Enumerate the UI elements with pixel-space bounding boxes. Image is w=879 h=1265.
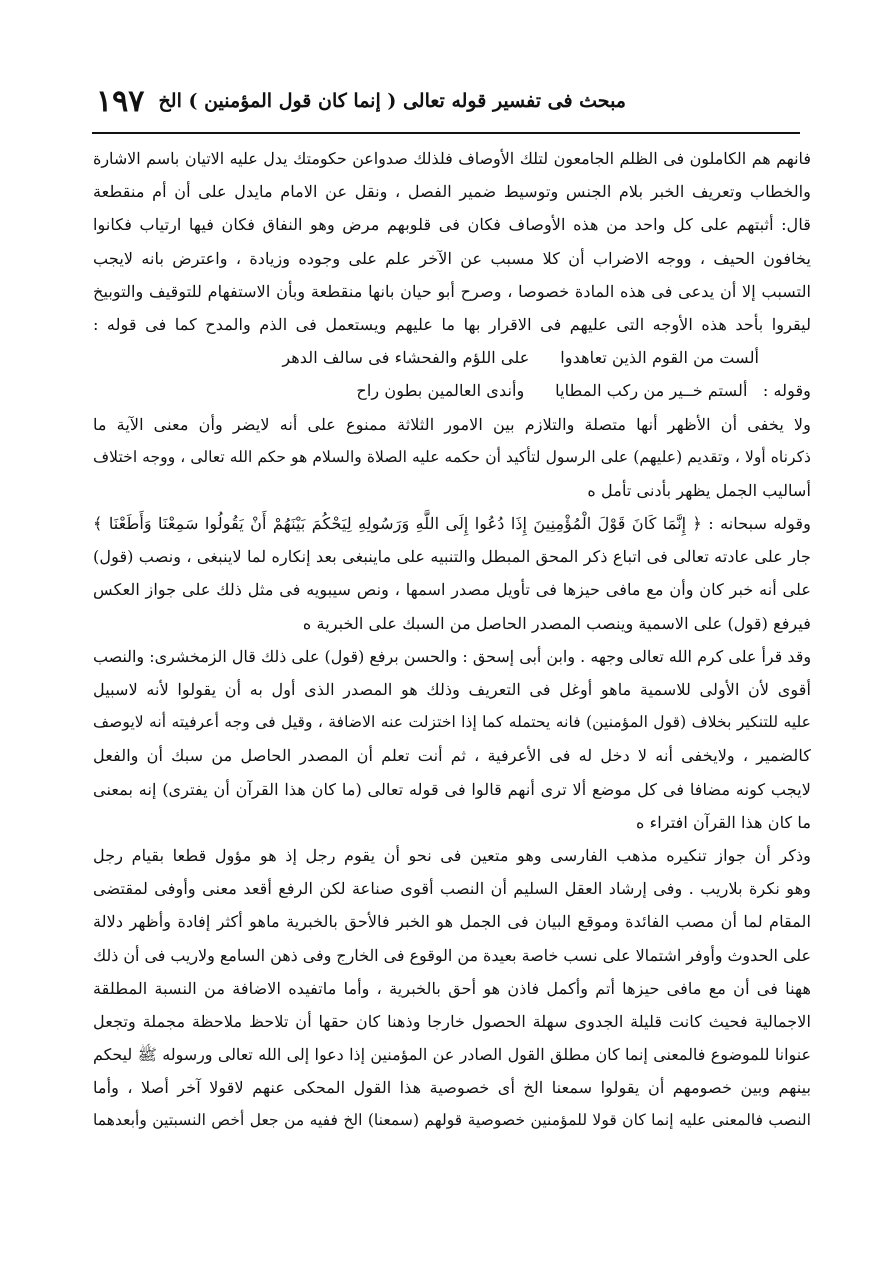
text-line: وقد قرأ على كرم الله تعالى وجهه . وابن أبى إسحق : والحسن برفع (قول) على ذلك قال الزمخشرى: والنصب [93, 646, 811, 666]
text-line: عنوانا للموضوع فالمعنى إنما كان مطلق القول الصادر عن المؤمنين إذا دعوا إلى الله تعالى ورسوله ﷺ ليحكم [93, 1045, 811, 1065]
text-line: وذكر أن جواز تنكيره مذهب الفارسى وهو متعين فى نحو أن يقوم رجل إذ هو مؤول قطعا بقيام رجل [93, 845, 811, 865]
text-line: التسبب إلا أن يدعى فى هذه المادة خصوصا ، وصرح أبو حيان بانها منقطعة وبأن الاستفهام للتوقيف والتوبيخ [93, 281, 811, 301]
page-body [93, 142, 811, 1138]
running-title: مبحث فى تفسير قوله تعالى ( إنما كان قول المؤمنين ) الخ [158, 90, 626, 112]
page-number: ١٩٧ [96, 84, 145, 119]
text-line: ليقروا بأحد هذه الأوجه التى عليهم فى الاقرار بها ما عليهم ويستعمل فى الذم والمدح كما فى قوله : [93, 314, 811, 334]
text-line: أقوى لأن الأولى للاسمية ماهو أوغل فى التعريف وذلك هو المصدر الذى أول به أن يقولوا لأنه لاسبيل [93, 680, 811, 699]
text-line: على الحدوث وأوفر اشتمالا على نسب خاصة بعيدة من الوقوع فى الخارج وفى ذهن السامع ولاريب فى أن ذلك [93, 945, 811, 965]
text-line: النصب فالمعنى عليه إنما كان قولا للمؤمنين خصوصية قولهم (سمعنا) الخ ففيه من جعل أخص النسبتين وأبعدهما [93, 1111, 811, 1130]
quran-verse-line: وقوله سبحانه : ﴿ إِنَّمَا كَانَ قَوْلَ الْمُؤْمِنِينَ إِذَا دُعُوا إِلَى اللَّهِ وَرَسُولِهِ لِيَحْكُمَ بَيْنَهُمْ أَنْ يَقُولُوا سَمِعْنَا وَأَطَعْنَا ﴾ [93, 514, 811, 534]
text-line: ههنا فى أن مع مافى حيزها أتم وأكمل فاذن هو أحق بالخبرية ، وأما ماتفيده الاضافة من النسبة المطلقة [93, 978, 811, 998]
text-line: الاجمالية فحيث كانت قليلة الجدوى سهلة الحصول خارجا وذهنا كان حقها أن تلاحظ ملاحظة مجملة وتجعل [93, 1011, 811, 1031]
text-line: كالضمير ، ولايخفى أنه لا دخل له فى الأعرفية ، ثم أنت تعلم أن المصدر الحاصل من سبك أن والفعل [93, 746, 811, 766]
text-line: لايجب كونه مضافا فى كل موضع ألا ترى أنهم قالوا فى قوله تعالى (ما كان هذا القرآن أن يفترى) إنه بمعنى [93, 779, 811, 799]
text-line: يخافون الحيف ، ووجه الاضراب أن كلا مسبب عن الآخر علم على وجوده وزيادة ، واعترض بانه لايجب [93, 248, 811, 268]
text-line: فيرفع (قول) على الاسمية وينصب المصدر الحاصل من السبك على الخبرية ه [302, 613, 811, 633]
poetry-verse: وقوله : ألستم خــير من ركب المطايا وأندى العالمين بطون راح [356, 381, 811, 401]
text-line: المقام لما أن مصب الفائدة وموقع البيان فى الجمل هو الخبر فالأحق بالخبرية ماهو أكثر إفادة وأظهر دلالة [93, 912, 811, 932]
text-line: ذكرناه أولا ، وتقديم (عليهم) على الرسول لتأكيد أن حكمه عليه الصلاة والسلام هو حكم الله تعالى ، ووجه اختلاف [93, 447, 811, 466]
text-line: فانهم هم الكاملون فى الظلم الجامعون لتلك الأوصاف فلذلك صدواعن حكومتك يدل عليه الاتيان باسم الاشارة [93, 149, 811, 168]
text-line: على أنه خبر كان وأن مع مافى حيزها فى تأويل مصدر اسمها ، ونص سيبويه فى مثل ذلك على جواز العكس [93, 580, 811, 600]
text-line: أساليب الجمل يظهر بأدنى تأمل ه [587, 480, 811, 500]
text-line: وهو نكرة بلاريب . وفى إرشاد العقل السليم أن النصب أقوى صناعة لكن الرفع أقعد معنى وأوفى لمقتضى [93, 879, 811, 899]
header-rule [92, 132, 800, 134]
text-line: قال: أثبتهم على كل واحد من هذه الأوصاف فكان فى قلوبهم مرض وهو النفاق فكان فيها ارتياب فكانوا [93, 215, 811, 235]
text-line: جار على عادته تعالى فى اتباع ذكر المحق المبطل والتنبيه على ماينبغى بعد إنكاره لما لاينبغى ، ونصب (قول) [93, 547, 811, 567]
running-header [96, 84, 796, 128]
text-line: عليه للتنكير بخلاف (قول المؤمنين) فانه يحتمله كما إذا اختزلت عنه الاضافة ، وقيل فى وجه أعرفيته أنه لايوصف [93, 713, 811, 732]
poetry-verse: ألست من القوم الذين تعاهدوا على اللؤم والفحشاء فى سالف الدهر [282, 348, 759, 368]
text-line: بينهم وبين خصومهم أن يقولوا سمعنا الخ أى خصوصية هذا القول المحكى عنهم لاقولا آخر أصلا ، وأما [93, 1078, 811, 1098]
text-line: ولا يخفى أن الأظهر أنها متصلة والتلازم بين الامور الثلاثة ممنوع على أنه لايضر وأن معنى الآية ما [93, 414, 811, 434]
text-line: ما كان هذا القرآن افتراء ه [636, 812, 811, 832]
text-line: والخطاب وتعريف الخبر بلام الجنس وتوسيط ضمير الفصل ، ونقل عن الامام مايدل على أن أم منقطعة [93, 182, 811, 202]
